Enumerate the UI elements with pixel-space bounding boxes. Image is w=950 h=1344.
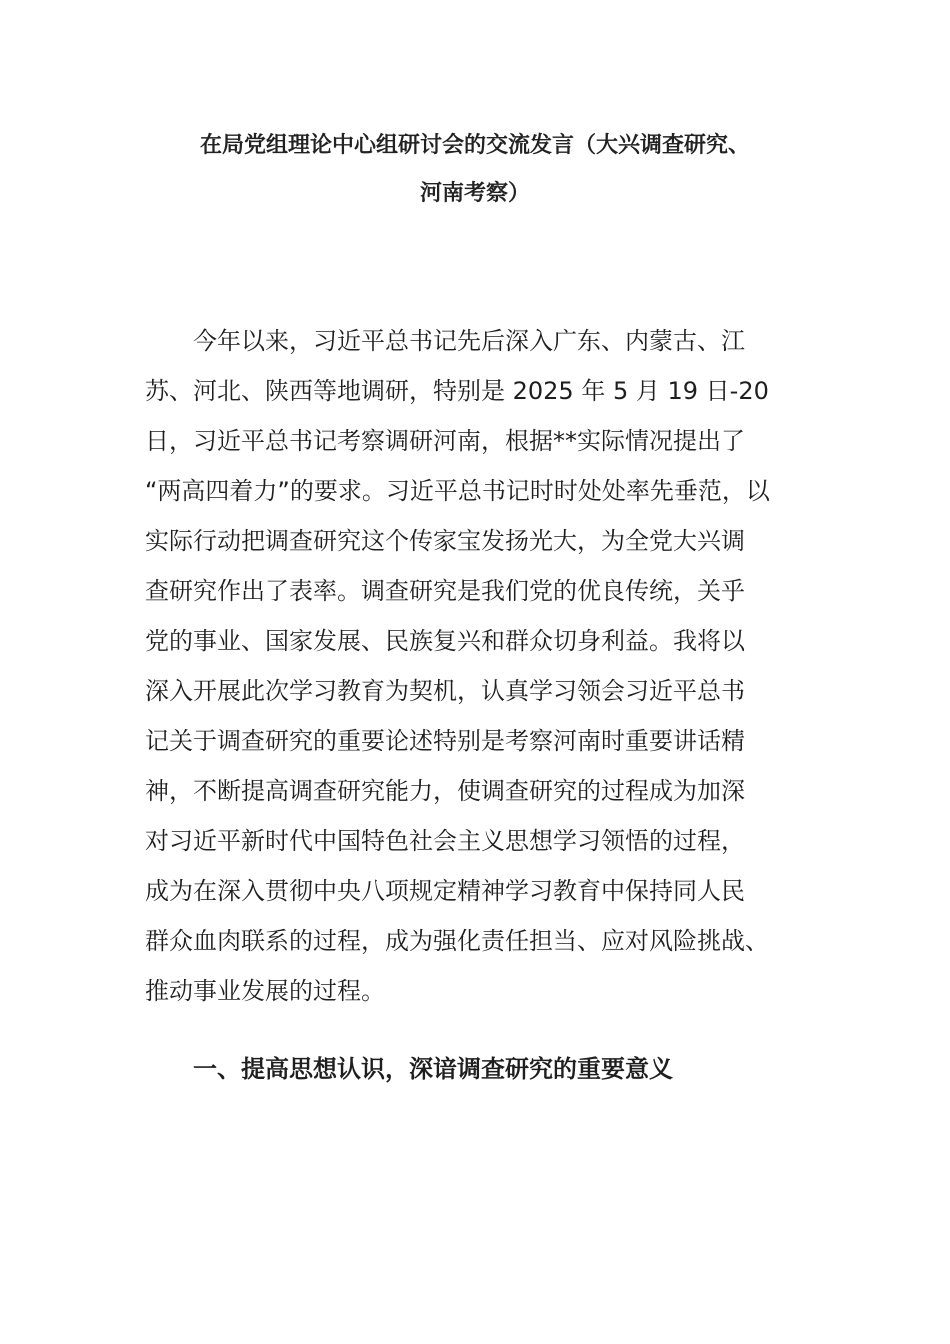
paragraph-line: 记关于调查研究的重要论述特别是考察河南时重要讲话精 <box>145 727 745 755</box>
title-line: 在局党组理论中心组研讨会的交流发言（大兴调查研究、 <box>199 133 750 158</box>
document-title <box>140 130 810 210</box>
paragraph-line: “两高四着力”的要求。习近平总书记时时处处率先垂范，以 <box>145 477 770 505</box>
paragraph-line: 今年以来，习近平总书记先后深入广东、内蒙古、江 <box>193 327 745 355</box>
title-line: 河南考察） <box>419 181 530 206</box>
paragraph-line: 深入开展此次学习教育为契机，认真学习领会习近平总书 <box>145 677 745 705</box>
paragraph-line: 群众血肉联系的过程，成为强化责任担当、应对风险挑战、 <box>145 927 769 955</box>
paragraph-line: 成为在深入贯彻中央八项规定精神学习教育中保持同人民 <box>145 877 745 905</box>
section-heading: 一、提高思想认识，深谙调查研究的重要意义 <box>193 1055 673 1083</box>
paragraph-line: 对习近平新时代中国特色社会主义思想学习领悟的过程， <box>145 827 745 855</box>
paragraph-line: 苏、河北、陕西等地调研，特别是 2025 年 5 月 19 日-20 <box>145 377 769 405</box>
paragraph-line: 日，习近平总书记考察调研河南，根据**实际情况提出了 <box>145 427 745 455</box>
paragraph-line: 查研究作出了表率。调查研究是我们党的优良传统，关乎 <box>145 577 745 605</box>
body-paragraph <box>145 316 805 1016</box>
paragraph-line: 党的事业、国家发展、民族复兴和群众切身利益。我将以 <box>145 627 745 655</box>
paragraph-line: 推动事业发展的过程。 <box>145 977 385 1005</box>
paragraph-line: 实际行动把调查研究这个传家宝发扬光大，为全党大兴调 <box>145 527 745 555</box>
paragraph-line: 神，不断提高调查研究能力，使调查研究的过程成为加深 <box>145 777 745 805</box>
